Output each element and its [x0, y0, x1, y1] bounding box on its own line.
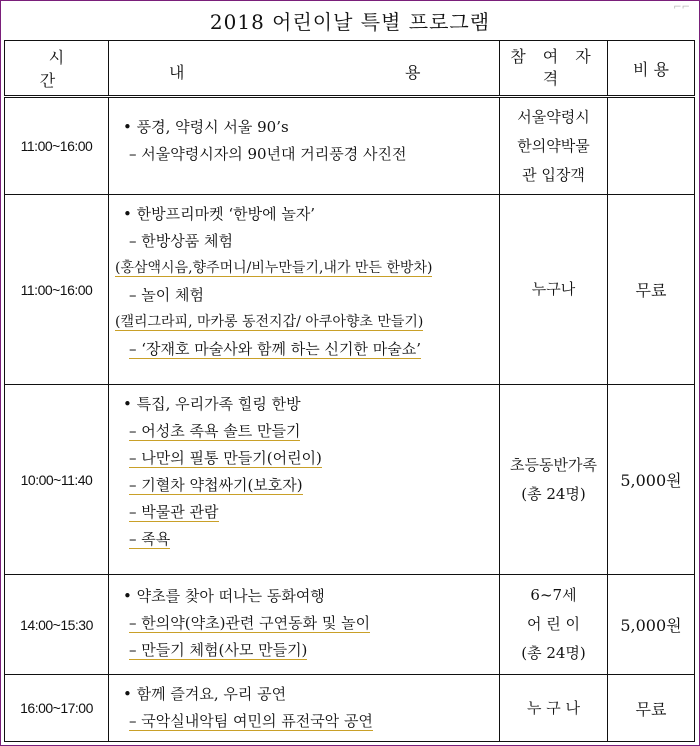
participants-line: 초등동반가족 [510, 455, 597, 474]
content-line-text: – 만들기 체험(사모 만들기) [129, 641, 308, 659]
cost-cell: 무료 [608, 675, 695, 742]
cost-cell: 5,000원 [608, 385, 695, 575]
table-row [5, 385, 695, 575]
content-line [123, 610, 493, 637]
content-line-text: (캘리그라피, 마카롱 동전지갑/ 아쿠아향초 만들기) [115, 314, 424, 330]
header-content-right: 용 [405, 63, 421, 82]
content-line [123, 526, 493, 553]
content-line-text: – 어성초 족욕 솔트 만들기 [129, 422, 301, 440]
content-line-text: (홍삼액시음,향주머니/비누만들기,내가 만든 한방차) [115, 260, 433, 276]
content-line-text: – ‘장재호 마술사와 함께 하는 신기한 마술쇼’ [129, 340, 421, 358]
header-content [109, 41, 500, 97]
participants-line: 관 입장객 [522, 165, 585, 184]
time-cell: 14:00~15:30 [5, 575, 109, 675]
page-title: 2018 어린이날 특별 프로그램 [209, 10, 491, 34]
participants-line: 어 린 이 [526, 615, 580, 633]
content-line: • 풍경, 약령시 서울 90’s [123, 118, 289, 136]
content-line [123, 336, 493, 363]
participants-line: 6~7세 [530, 586, 577, 604]
table-row [5, 675, 695, 742]
content-line-text: – 나만의 필통 만들기(어린이) [129, 449, 322, 467]
participants-cell: 누구나 [500, 195, 608, 385]
content-line-text: – 족욕 [129, 530, 171, 548]
participants-line: 한의약박물 [517, 136, 590, 155]
header-row [5, 41, 695, 97]
participants-cell [500, 97, 608, 195]
time-cell: 11:00~16:00 [5, 195, 109, 385]
content-cell [109, 385, 500, 575]
content-line: • 약초를 찾아 떠나는 동화여행 [123, 587, 325, 605]
header-cost: 비 용 [608, 41, 695, 97]
table-row [5, 97, 695, 195]
content-line-text: – 국악실내악팀 여민의 퓨전국악 공연 [129, 712, 373, 730]
content-line [123, 445, 493, 472]
content-line [123, 418, 493, 445]
header-time: 시 간 [5, 41, 109, 97]
participants-cell [500, 385, 608, 575]
corner-mark: ⌐⌐ [673, 2, 690, 13]
content-line: – 한방상품 체험 [129, 232, 233, 250]
table-row [5, 195, 695, 385]
cost-cell [608, 97, 695, 195]
participants-line: (총 24명) [521, 484, 586, 503]
content-line: • 함께 즐겨요, 우리 공연 [123, 685, 287, 703]
cost-cell: 무료 [608, 195, 695, 385]
header-content-left: 내 [169, 63, 185, 82]
header-participants-line2: 격 [542, 69, 565, 88]
time-cell: 16:00~17:00 [5, 675, 109, 742]
content-line [123, 472, 493, 499]
content-cell [109, 675, 500, 742]
content-line-text: – 한의약(약초)관련 구연동화 및 놀이 [129, 614, 371, 632]
content-line: • 특집, 우리가족 힐링 한방 [123, 395, 301, 413]
participants-line: 서울약령시 [517, 107, 590, 126]
header-participants-line1: 참 여 자 [510, 47, 597, 66]
content-line [123, 637, 493, 664]
cost-cell: 5,000원 [608, 575, 695, 675]
content-cell [109, 97, 500, 195]
time-cell: 11:00~16:00 [5, 97, 109, 195]
content-line [123, 499, 493, 526]
content-line: – 놀이 체험 [129, 286, 204, 304]
participants-cell [500, 575, 608, 675]
content-cell [109, 195, 500, 385]
content-line [123, 708, 493, 735]
content-line-text: – 박물관 관람 [129, 503, 219, 521]
content-cell [109, 575, 500, 675]
content-line: – 서울약령시자의 90년대 거리풍경 사진전 [129, 145, 407, 163]
content-line [115, 255, 493, 282]
participants-cell: 누 구 나 [500, 675, 608, 742]
content-line-text: – 기혈차 약첩싸기(보호자) [129, 476, 303, 494]
participants-line: (총 24명) [521, 644, 586, 662]
content-line: • 한방프리마켓 ‘한방에 놀자’ [123, 205, 316, 223]
table-row [5, 575, 695, 675]
program-table [4, 40, 695, 742]
header-participants [500, 41, 608, 97]
content-line [115, 309, 493, 336]
time-cell: 10:00~11:40 [5, 385, 109, 575]
